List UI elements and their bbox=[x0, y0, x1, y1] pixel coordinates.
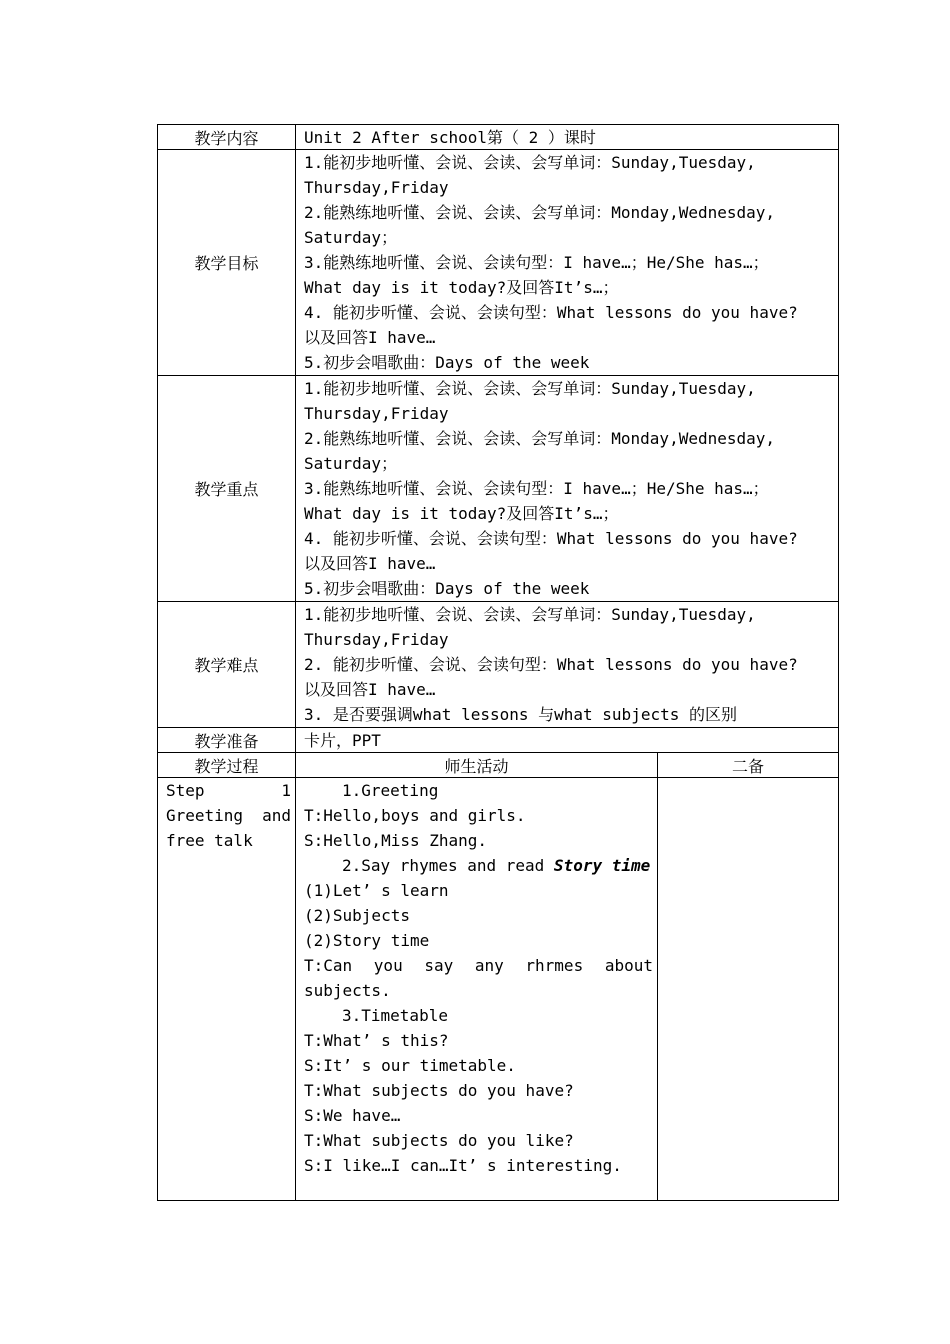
objectives-content bbox=[296, 150, 839, 376]
preparation-value: 卡片，PPT bbox=[296, 728, 839, 753]
difficulty-line: 3. 是否要强调what lessons 与what subjects 的区别 bbox=[304, 705, 737, 724]
label-preparation: 教学准备 bbox=[158, 728, 296, 753]
lesson-plan-table bbox=[157, 124, 839, 1201]
difficulty-line: 2. 能初步听懂、会说、会读句型：What lessons do you have? bbox=[304, 655, 798, 674]
difficulties-content bbox=[296, 602, 839, 728]
dialogue-line: T:What’ s this? bbox=[304, 1031, 449, 1050]
rhymes-text: 2.Say rhymes and read bbox=[342, 856, 554, 875]
objective-line: What day is it today?及回答It’s…； bbox=[304, 278, 619, 297]
step-1-name-line: free talk bbox=[166, 831, 253, 850]
dialogue-line: S:I like…I can…It’ s interesting. bbox=[304, 1156, 622, 1175]
dialogue-line: S:Hello,Miss Zhang. bbox=[304, 831, 488, 850]
key-point-line: 以及回答I have… bbox=[304, 554, 436, 573]
key-point-line: 1.能初步地听懂、会说、会读、会写单词：Sunday,Tuesday, bbox=[304, 379, 756, 398]
activity-title: 1.Greeting bbox=[342, 781, 439, 800]
dialogue-line: T:Hello,boys and girls. bbox=[304, 806, 526, 825]
difficulty-line: 以及回答I have… bbox=[304, 680, 436, 699]
label-objectives: 教学目标 bbox=[158, 150, 296, 376]
row-teaching-content bbox=[158, 125, 839, 150]
unit-title: Unit 2 After school第（ 2 ）课时 bbox=[296, 125, 839, 150]
objective-line: 2.能熟练地听懂、会说、会读、会写单词：Monday,Wednesday, bbox=[304, 203, 776, 222]
row-step-1 bbox=[158, 778, 839, 1201]
step-1-heading bbox=[166, 778, 291, 803]
objective-line: 以及回答I have… bbox=[304, 328, 436, 347]
step-word: Step bbox=[166, 781, 205, 800]
row-process-header bbox=[158, 753, 839, 778]
activity-title bbox=[304, 853, 653, 878]
label-teaching-content: 教学内容 bbox=[158, 125, 296, 150]
dialogue-line: S:We have… bbox=[304, 1106, 401, 1125]
key-point-line: What day is it today?及回答It’s…； bbox=[304, 504, 619, 523]
objective-line: 3.能熟练地听懂、会说、会读句型：I have…；He/She has…； bbox=[304, 253, 769, 272]
label-difficulties: 教学难点 bbox=[158, 602, 296, 728]
label-second-prep: 二备 bbox=[658, 753, 839, 778]
objective-line: 1.能初步地听懂、会说、会读、会写单词：Sunday,Tuesday, bbox=[304, 153, 756, 172]
dialogue-line: S:It’ s our timetable. bbox=[304, 1056, 516, 1075]
step-number: 1 bbox=[281, 781, 291, 800]
difficulty-line: Thursday,Friday bbox=[304, 630, 449, 649]
key-point-line: 5.初步会唱歌曲：Days of the week bbox=[304, 579, 590, 598]
step-1-label bbox=[158, 778, 296, 1201]
key-point-line: Saturday； bbox=[304, 454, 398, 473]
row-objectives bbox=[158, 150, 839, 376]
key-points-content bbox=[296, 376, 839, 602]
objective-line: 5.初步会唱歌曲：Days of the week bbox=[304, 353, 590, 372]
step-1-activities bbox=[296, 778, 658, 1201]
dialogue-line: T:What subjects do you like? bbox=[304, 1131, 574, 1150]
label-activities: 师生活动 bbox=[296, 753, 658, 778]
key-point-line: 3.能熟练地听懂、会说、会读句型：I have…；He/She has…； bbox=[304, 479, 769, 498]
key-point-line: Thursday,Friday bbox=[304, 404, 449, 423]
key-point-line: 4. 能初步听懂、会说、会读句型：What lessons do you have? bbox=[304, 529, 798, 548]
objective-line: 4. 能初步听懂、会说、会读句型：What lessons do you have? bbox=[304, 303, 798, 322]
dialogue-line: T:Can you say any rhrmes about bbox=[304, 956, 653, 975]
label-key-points: 教学重点 bbox=[158, 376, 296, 602]
step-1-name-line: Greeting and bbox=[166, 806, 291, 825]
activity-title: 3.Timetable bbox=[342, 1006, 448, 1025]
dialogue-line: T:What subjects do you have? bbox=[304, 1081, 574, 1100]
activity-item: (2)Story time bbox=[304, 931, 430, 950]
objective-line: Thursday,Friday bbox=[304, 178, 449, 197]
step-1-second-prep bbox=[658, 778, 839, 1201]
row-preparation bbox=[158, 728, 839, 753]
difficulty-line: 1.能初步地听懂、会说、会读、会写单词：Sunday,Tuesday, bbox=[304, 605, 756, 624]
key-point-line: 2.能熟练地听懂、会说、会读、会写单词：Monday,Wednesday, bbox=[304, 429, 776, 448]
story-time-emphasis: Story time bbox=[553, 856, 651, 875]
row-difficulties bbox=[158, 602, 839, 728]
activity-item: (2)Subjects bbox=[304, 906, 410, 925]
dialogue-line: subjects. bbox=[304, 981, 391, 1000]
activity-item: (1)Let’ s learn bbox=[304, 881, 449, 900]
objective-line: Saturday； bbox=[304, 228, 398, 247]
row-key-points bbox=[158, 376, 839, 602]
label-teaching-process: 教学过程 bbox=[158, 753, 296, 778]
